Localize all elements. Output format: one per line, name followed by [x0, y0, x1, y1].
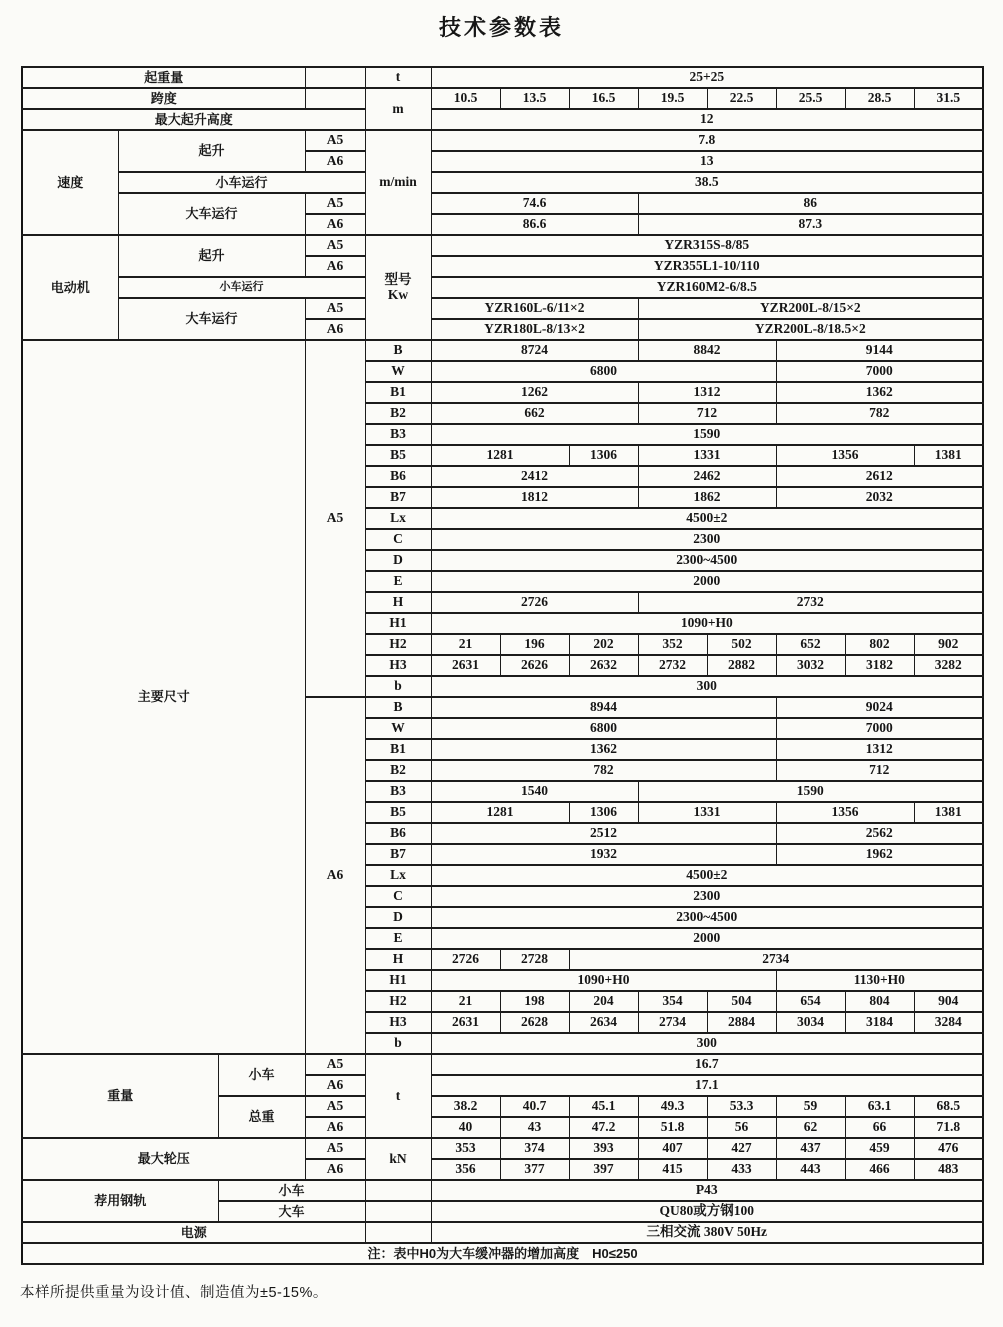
value-cell: 782 [776, 403, 983, 424]
value-cell: 87.3 [638, 214, 983, 235]
page-title: 技术参数表 [438, 15, 564, 40]
label-cell: 注：表中H0为大车缓冲器的增加高度 H0≤250 [22, 1243, 983, 1264]
value-cell: YZR355L1-10/110 [431, 256, 983, 277]
label-cell: 大车 [218, 1201, 365, 1222]
value-cell: 25.5 [776, 88, 845, 109]
value-cell: 74.6 [431, 193, 638, 214]
value-cell: 2412 [431, 466, 638, 487]
value-cell: 443 [776, 1159, 845, 1180]
value-cell: kN [365, 1138, 431, 1180]
value-cell: 1312 [638, 382, 776, 403]
value-cell: 19.5 [638, 88, 707, 109]
value-cell: 40 [431, 1117, 500, 1138]
value-cell: A6 [305, 151, 365, 172]
value-cell: B [365, 697, 431, 718]
table-row [22, 235, 983, 256]
value-cell: Lx [365, 508, 431, 529]
value-cell: 2612 [776, 466, 983, 487]
value-cell: 86.6 [431, 214, 638, 235]
value-cell: 804 [845, 991, 914, 1012]
value-cell: 2726 [431, 592, 638, 613]
value-cell: 433 [707, 1159, 776, 1180]
value-cell: 51.8 [638, 1117, 707, 1138]
label-cell: 重量 [22, 1054, 218, 1138]
value-cell: 204 [569, 991, 638, 1012]
value-cell: 1381 [914, 802, 983, 823]
value-cell: 1130+H0 [776, 970, 983, 991]
value-cell: 1362 [431, 739, 776, 760]
value-cell: 2300~4500 [431, 550, 983, 571]
value-cell: 45.1 [569, 1096, 638, 1117]
table-row [22, 1243, 983, 1264]
value-cell: H2 [365, 991, 431, 1012]
value-cell [365, 1180, 431, 1201]
value-cell: YZR160M2-6/8.5 [431, 277, 983, 298]
value-cell: 25+25 [431, 67, 983, 88]
value-cell: B [365, 340, 431, 361]
value-cell: 397 [569, 1159, 638, 1180]
value-cell: A6 [305, 319, 365, 340]
value-cell: 16.5 [569, 88, 638, 109]
value-cell: 63.1 [845, 1096, 914, 1117]
value-cell: A6 [305, 214, 365, 235]
value-cell: 38.5 [431, 172, 983, 193]
value-cell: 1962 [776, 844, 983, 865]
value-cell: 49.3 [638, 1096, 707, 1117]
value-cell: 1540 [431, 781, 638, 802]
value-cell: A5 [305, 130, 365, 151]
value-cell [365, 1222, 431, 1243]
value-cell [305, 67, 365, 88]
value-cell: 7.8 [431, 130, 983, 151]
value-cell: E [365, 928, 431, 949]
value-cell: 1331 [638, 445, 776, 466]
value-cell: 66 [845, 1117, 914, 1138]
value-cell: YZR315S-8/85 [431, 235, 983, 256]
value-cell: 2300 [431, 886, 983, 907]
label-cell: 小车运行 [118, 172, 365, 193]
value-cell: 198 [500, 991, 569, 1012]
value-cell: 3282 [914, 655, 983, 676]
value-cell: 43 [500, 1117, 569, 1138]
value-cell: 6800 [431, 718, 776, 739]
value-cell: A6 [305, 256, 365, 277]
value-cell: 31.5 [914, 88, 983, 109]
value-cell: 8944 [431, 697, 776, 718]
value-cell: 427 [707, 1138, 776, 1159]
label-cell: 电动机 [22, 235, 118, 340]
footer-note: 本样所提供重量为设计值、制造值为±5-15%。 [20, 1285, 328, 1301]
value-cell: 3184 [845, 1012, 914, 1033]
value-cell: B2 [365, 403, 431, 424]
value-cell: A5 [305, 340, 365, 697]
table-row [22, 298, 983, 319]
value-cell: 1356 [776, 445, 914, 466]
value-cell: 2882 [707, 655, 776, 676]
value-cell: 2728 [500, 949, 569, 970]
value-cell: b [365, 1033, 431, 1054]
value-cell: D [365, 907, 431, 928]
value-cell: C [365, 529, 431, 550]
value-cell: 3032 [776, 655, 845, 676]
value-cell: 型号 Kw [365, 235, 431, 340]
value-cell: 13 [431, 151, 983, 172]
value-cell: 1862 [638, 487, 776, 508]
label-cell: 总重 [218, 1096, 305, 1138]
value-cell: 504 [707, 991, 776, 1012]
table-row [22, 172, 983, 193]
label-cell: 小车 [218, 1054, 305, 1096]
table-row [22, 1054, 983, 1075]
value-cell: 782 [431, 760, 776, 781]
table-row [22, 130, 983, 151]
value-cell: 2562 [776, 823, 983, 844]
value-cell: 13.5 [500, 88, 569, 109]
value-cell: 654 [776, 991, 845, 1012]
value-cell: 1331 [638, 802, 776, 823]
label-cell: 小车运行 [118, 277, 365, 298]
value-cell: 9024 [776, 697, 983, 718]
value-cell: B5 [365, 445, 431, 466]
value-cell: H1 [365, 970, 431, 991]
value-cell: 712 [638, 403, 776, 424]
value-cell: A5 [305, 193, 365, 214]
value-cell: 2462 [638, 466, 776, 487]
spec-table-body [22, 67, 983, 1264]
value-cell: 202 [569, 634, 638, 655]
value-cell: 4500±2 [431, 508, 983, 529]
value-cell: t [365, 1054, 431, 1138]
value-cell: 22.5 [707, 88, 776, 109]
value-cell: m/min [365, 130, 431, 235]
value-cell: 56 [707, 1117, 776, 1138]
value-cell: 1381 [914, 445, 983, 466]
value-cell: 2300~4500 [431, 907, 983, 928]
value-cell: 2732 [638, 655, 707, 676]
value-cell: 1812 [431, 487, 638, 508]
table-row [22, 340, 983, 361]
value-cell: 3284 [914, 1012, 983, 1033]
value-cell: 356 [431, 1159, 500, 1180]
value-cell: 352 [638, 634, 707, 655]
value-cell: B3 [365, 424, 431, 445]
value-cell: 71.8 [914, 1117, 983, 1138]
spec-table [21, 66, 984, 1265]
value-cell: 377 [500, 1159, 569, 1180]
value-cell: 1090+H0 [431, 613, 983, 634]
value-cell: 3034 [776, 1012, 845, 1033]
value-cell: A5 [305, 1054, 365, 1075]
value-cell: t [365, 67, 431, 88]
value-cell: P43 [431, 1180, 983, 1201]
value-cell: H1 [365, 613, 431, 634]
value-cell: 1306 [569, 445, 638, 466]
value-cell: 三相交流 380V 50Hz [431, 1222, 983, 1243]
value-cell: B3 [365, 781, 431, 802]
table-row [22, 88, 983, 109]
value-cell: Lx [365, 865, 431, 886]
value-cell: 437 [776, 1138, 845, 1159]
value-cell: 7000 [776, 718, 983, 739]
label-cell: 小车 [218, 1180, 365, 1201]
value-cell: 802 [845, 634, 914, 655]
value-cell: 21 [431, 634, 500, 655]
value-cell: B6 [365, 466, 431, 487]
value-cell: 2000 [431, 928, 983, 949]
value-cell: 1090+H0 [431, 970, 776, 991]
value-cell: 10.5 [431, 88, 500, 109]
value-cell: 662 [431, 403, 638, 424]
value-cell: 1362 [776, 382, 983, 403]
value-cell: 59 [776, 1096, 845, 1117]
value-cell: 1281 [431, 445, 569, 466]
value-cell: YZR180L-8/13×2 [431, 319, 638, 340]
value-cell: 2631 [431, 1012, 500, 1033]
value-cell: 1356 [776, 802, 914, 823]
value-cell: 2628 [500, 1012, 569, 1033]
value-cell: B7 [365, 487, 431, 508]
value-cell: H [365, 592, 431, 613]
label-cell: 大车运行 [118, 193, 305, 235]
value-cell: A6 [305, 1075, 365, 1096]
table-row [22, 1180, 983, 1201]
value-cell: 9144 [776, 340, 983, 361]
value-cell: H3 [365, 655, 431, 676]
table-row [22, 109, 983, 130]
value-cell: YZR200L-8/18.5×2 [638, 319, 983, 340]
value-cell: H2 [365, 634, 431, 655]
table-row [22, 1222, 983, 1243]
label-cell: 起升 [118, 235, 305, 277]
value-cell: 2732 [638, 592, 983, 613]
value-cell: 2884 [707, 1012, 776, 1033]
label-cell: 起重量 [22, 67, 305, 88]
value-cell: B6 [365, 823, 431, 844]
value-cell: 502 [707, 634, 776, 655]
label-cell: 荐用钢轨 [22, 1180, 218, 1222]
value-cell: 2634 [569, 1012, 638, 1033]
table-row [22, 1138, 983, 1159]
value-cell: 902 [914, 634, 983, 655]
value-cell: m [365, 88, 431, 130]
value-cell: 459 [845, 1138, 914, 1159]
value-cell: 415 [638, 1159, 707, 1180]
value-cell: 2734 [569, 949, 983, 970]
label-cell: 起升 [118, 130, 305, 172]
value-cell: 53.3 [707, 1096, 776, 1117]
value-cell: 1262 [431, 382, 638, 403]
value-cell: 2032 [776, 487, 983, 508]
value-cell [305, 88, 365, 109]
table-row [22, 67, 983, 88]
label-cell: 最大起升高度 [22, 109, 365, 130]
value-cell: 86 [638, 193, 983, 214]
value-cell: 17.1 [431, 1075, 983, 1096]
value-cell: 2000 [431, 571, 983, 592]
value-cell: 2512 [431, 823, 776, 844]
value-cell: 4500±2 [431, 865, 983, 886]
value-cell: A5 [305, 235, 365, 256]
value-cell: 1281 [431, 802, 569, 823]
value-cell: E [365, 571, 431, 592]
value-cell: 2734 [638, 1012, 707, 1033]
value-cell: 28.5 [845, 88, 914, 109]
value-cell: B2 [365, 760, 431, 781]
value-cell: 68.5 [914, 1096, 983, 1117]
value-cell: B1 [365, 382, 431, 403]
value-cell: 12 [431, 109, 983, 130]
value-cell: W [365, 718, 431, 739]
value-cell: A6 [305, 1159, 365, 1180]
value-cell: 407 [638, 1138, 707, 1159]
value-cell: 21 [431, 991, 500, 1012]
value-cell: 353 [431, 1138, 500, 1159]
value-cell: YZR200L-8/15×2 [638, 298, 983, 319]
value-cell: YZR160L-6/11×2 [431, 298, 638, 319]
value-cell: A5 [305, 298, 365, 319]
value-cell: 6800 [431, 361, 776, 382]
value-cell: 652 [776, 634, 845, 655]
value-cell: H3 [365, 1012, 431, 1033]
value-cell: b [365, 676, 431, 697]
value-cell: A5 [305, 1138, 365, 1159]
value-cell: 1590 [431, 424, 983, 445]
label-cell: 速度 [22, 130, 118, 235]
value-cell: H [365, 949, 431, 970]
value-cell: 40.7 [500, 1096, 569, 1117]
value-cell: 8842 [638, 340, 776, 361]
value-cell: 483 [914, 1159, 983, 1180]
value-cell: A6 [305, 697, 365, 1054]
value-cell: D [365, 550, 431, 571]
table-row [22, 193, 983, 214]
value-cell: 196 [500, 634, 569, 655]
value-cell: B1 [365, 739, 431, 760]
value-cell: 476 [914, 1138, 983, 1159]
value-cell: 3182 [845, 655, 914, 676]
value-cell: W [365, 361, 431, 382]
value-cell: 2726 [431, 949, 500, 970]
value-cell: 1312 [776, 739, 983, 760]
value-cell: 712 [776, 760, 983, 781]
label-cell: 跨度 [22, 88, 305, 109]
value-cell: 2626 [500, 655, 569, 676]
label-cell: 大车运行 [118, 298, 305, 340]
value-cell: 1306 [569, 802, 638, 823]
value-cell: 904 [914, 991, 983, 1012]
value-cell: C [365, 886, 431, 907]
value-cell: 2632 [569, 655, 638, 676]
label-cell: 最大轮压 [22, 1138, 305, 1180]
value-cell: 1590 [638, 781, 983, 802]
value-cell: 393 [569, 1138, 638, 1159]
value-cell: 7000 [776, 361, 983, 382]
value-cell: 38.2 [431, 1096, 500, 1117]
value-cell: A6 [305, 1117, 365, 1138]
value-cell: 300 [431, 676, 983, 697]
value-cell: QU80或方钢100 [431, 1201, 983, 1222]
label-cell: 主要尺寸 [22, 340, 305, 1054]
value-cell [365, 1201, 431, 1222]
value-cell: 374 [500, 1138, 569, 1159]
value-cell: 16.7 [431, 1054, 983, 1075]
value-cell: B7 [365, 844, 431, 865]
value-cell: 62 [776, 1117, 845, 1138]
value-cell: B5 [365, 802, 431, 823]
table-row [22, 277, 983, 298]
value-cell: 2300 [431, 529, 983, 550]
label-cell: 电源 [22, 1222, 365, 1243]
value-cell: 47.2 [569, 1117, 638, 1138]
value-cell: 354 [638, 991, 707, 1012]
value-cell: 2631 [431, 655, 500, 676]
value-cell: A5 [305, 1096, 365, 1117]
value-cell: 8724 [431, 340, 638, 361]
value-cell: 466 [845, 1159, 914, 1180]
value-cell: 300 [431, 1033, 983, 1054]
value-cell: 1932 [431, 844, 776, 865]
